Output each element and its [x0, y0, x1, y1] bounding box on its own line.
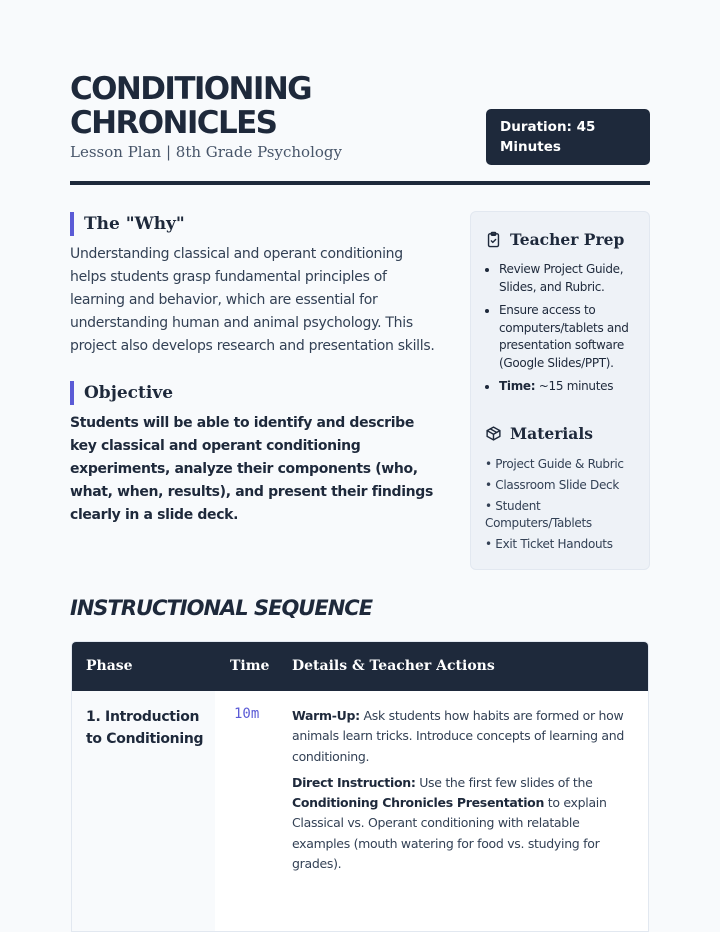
- duration-badge: [486, 109, 650, 165]
- warmup-paragraph: [292, 706, 638, 767]
- list-item: [499, 378, 635, 396]
- duration-value: Minutes: [500, 139, 561, 155]
- teacher-prep-heading: [485, 230, 635, 249]
- clipboard-check-icon: [485, 231, 502, 248]
- phase-details: [292, 706, 638, 880]
- phase-time: 10m: [234, 706, 260, 722]
- why-heading: The "Why": [70, 212, 442, 236]
- why-text: Understanding classical and operant conditioning helps students grasp fundamental principles of learning and behavior, which are essential for understanding human and animal psychology. This project also develops research and presentation skills.: [70, 246, 435, 354]
- materials-list: [485, 456, 635, 554]
- list-item: • Classroom Slide Deck: [485, 477, 619, 492]
- sequence-title: INSTRUCTIONAL SEQUENCE: [70, 596, 373, 620]
- main-column: [70, 212, 442, 527]
- list-item: • Student Computers/Tablets: [485, 498, 592, 530]
- prep-time-value: ~15 minutes: [538, 379, 614, 393]
- teacher-prep-list: [485, 261, 635, 396]
- list-item: • Exit Ticket Handouts: [485, 537, 613, 551]
- header: [70, 72, 650, 184]
- list-item: • Project Guide & Rubric: [485, 456, 624, 471]
- materials-heading: [485, 424, 635, 443]
- instruction-text-2: to explain Classical vs. Operant conditioning with relatable examples (mouth watering for food vs. studying for grades).: [292, 795, 607, 872]
- title-line-2: CHRONICLES: [70, 105, 277, 141]
- page-title: [70, 72, 450, 140]
- presentation-name: Conditioning Chronicles Presentation: [292, 795, 545, 811]
- warmup-label: Warm-Up:: [292, 708, 360, 723]
- page-subtitle: Lesson Plan | 8th Grade Psychology: [70, 143, 342, 161]
- instruction-text-1: Use the first few slides of the: [415, 774, 593, 790]
- instruction-paragraph: [292, 773, 638, 874]
- list-item: • Ensure access to computers/tablets and presentation software (Google Slides/PPT).: [499, 302, 635, 372]
- warmup-text: Ask students how habits are formed or how animals learn tricks. Introduce concepts of learning and conditioning.: [292, 708, 625, 764]
- table-header: [72, 642, 648, 691]
- column-header-details: Details & Teacher Actions: [292, 658, 495, 674]
- objective-heading: Objective: [70, 381, 442, 405]
- duration-label: Duration: 45: [500, 119, 596, 135]
- sidebar: [470, 211, 650, 570]
- column-header-phase: Phase: [86, 658, 133, 674]
- prep-time-label: Time:: [499, 379, 536, 393]
- box-icon: [485, 425, 502, 442]
- objective-text: Students will be able to identify and describe key classical and operant conditioning experiments, analyze their components (who, what, when, results), and present their findings clearly in a slide deck.: [70, 415, 433, 523]
- materials-title: Materials: [510, 423, 593, 443]
- instruction-label: Direct Instruction:: [292, 774, 416, 790]
- sequence-table: [71, 641, 649, 932]
- list-item: • Review Project Guide, Slides, and Rubric.: [499, 261, 635, 296]
- table-row: [72, 691, 648, 931]
- column-header-time: Time: [230, 658, 270, 674]
- phase-cell: [72, 691, 215, 931]
- title-line-1: CONDITIONING: [70, 71, 312, 107]
- teacher-prep-title: Teacher Prep: [510, 230, 625, 249]
- phase-name: 1. Introduction to Conditioning: [86, 709, 204, 747]
- header-divider: [70, 181, 650, 185]
